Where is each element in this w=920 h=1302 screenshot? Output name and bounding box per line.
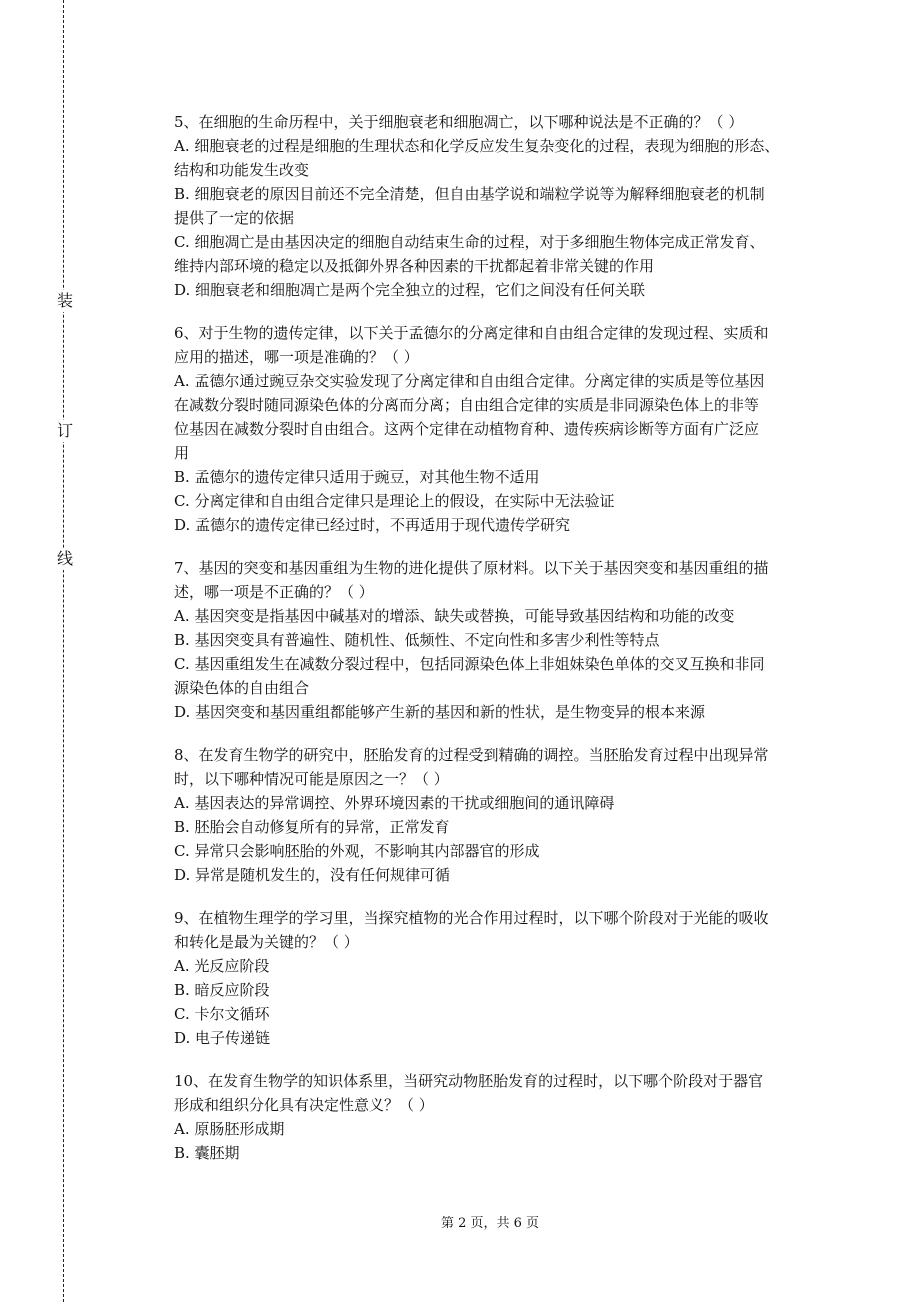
- option-line: 结构和功能发生改变: [174, 161, 310, 179]
- option-line: 位基因在减数分裂时自由组合。这两个定律在动植物育种、遗传疾病诊断等方面有广泛应: [174, 420, 760, 438]
- option-line: B. 孟德尔的遗传定律只适用于豌豆，对其他生物不适用: [174, 468, 540, 486]
- option-line: B. 细胞衰老的原因目前还不完全清楚，但自由基学说和端粒学说等为解释细胞衰老的机制: [174, 185, 765, 203]
- option-D: [174, 278, 824, 302]
- option-A: [174, 791, 824, 815]
- option-A: [174, 954, 824, 978]
- question-0: [174, 110, 824, 302]
- option-C: [174, 1002, 824, 1026]
- option-line: D. 孟德尔的遗传定律已经过时，不再适用于现代遗传学研究: [174, 516, 571, 534]
- option-line: A. 光反应阶段: [174, 957, 270, 975]
- option-line: C. 卡尔文循环: [174, 1005, 270, 1023]
- option-A: [174, 134, 824, 182]
- question-4: [174, 906, 824, 1050]
- page-footer: 第 2 页，共 6 页: [440, 1216, 540, 1231]
- option-C: [174, 230, 824, 278]
- binding-char-zhuang: 装: [56, 291, 73, 310]
- option-C: [174, 652, 824, 700]
- option-A: [174, 1117, 824, 1141]
- option-line: A. 基因突变是指基因中碱基对的增添、缺失或替换，可能导致基因结构和功能的改变: [174, 607, 735, 625]
- option-A: [174, 604, 824, 628]
- question-stem-line: 8、在发育生物学的研究中，胚胎发育的过程受到精确的调控。当胚胎发育过程中出现异常: [174, 746, 769, 764]
- option-line: 源染色体的自由组合: [174, 679, 310, 697]
- question-1: [174, 321, 824, 537]
- option-line: C. 分离定律和自由组合定律只是理论上的假设，在实际中无法验证: [174, 492, 615, 510]
- option-line: 维持内部环境的稳定以及抵御外界各种因素的干扰都起着非常关键的作用: [174, 257, 655, 275]
- option-line: A. 细胞衰老的过程是细胞的生理状态和化学反应发生复杂变化的过程，表现为细胞的形态、: [174, 137, 780, 155]
- option-B: [174, 182, 824, 230]
- option-D: [174, 863, 824, 887]
- option-C: [174, 489, 824, 513]
- option-D: [174, 700, 824, 724]
- option-line: D. 基因突变和基因重组都能够产生新的基因和新的性状，是生物变异的根本来源: [174, 703, 706, 721]
- binding-char-xian: 线: [56, 549, 73, 568]
- binding-char-ding: 订: [56, 421, 73, 440]
- question-stem-line: 7、基因的突变和基因重组为生物的进化提供了原材料。以下关于基因突变和基因重组的描: [174, 559, 769, 577]
- question-stem-line: 述，哪一项是不正确的？（ ）: [174, 583, 374, 601]
- option-A: [174, 369, 824, 465]
- question-stem-line: 9、在植物生理学的学习里，当探究植物的光合作用过程时，以下哪个阶段对于光能的吸收: [174, 909, 769, 927]
- option-line: D. 异常是随机发生的，没有任何规律可循: [174, 866, 451, 884]
- question-2: [174, 556, 824, 724]
- question-stem-line: 5、在细胞的生命历程中，关于细胞衰老和细胞凋亡，以下哪种说法是不正确的？（ ）: [174, 113, 744, 131]
- option-line: 在减数分裂时随同源染色体的分离而分离；自由组合定律的实质是非同源染色体上的非等: [174, 396, 760, 414]
- question-stem-line: 形成和组织分化具有决定性意义？（ ）: [174, 1096, 434, 1114]
- option-line: D. 电子传递链: [174, 1029, 271, 1047]
- question-stem-line: 应用的描述，哪一项是准确的？（ ）: [174, 348, 419, 366]
- binding-dashed-line: [63, 0, 64, 1302]
- option-line: B. 基因突变具有普遍性、随机性、低频性、不定向性和多害少利性等特点: [174, 631, 660, 649]
- option-line: 提供了一定的依据: [174, 209, 295, 227]
- option-line: A. 基因表达的异常调控、外界环境因素的干扰或细胞间的通讯障碍: [174, 794, 615, 812]
- option-line: D. 细胞衰老和细胞凋亡是两个完全独立的过程，它们之间没有任何关联: [174, 281, 646, 299]
- question-stem-line: 和转化是最为关键的？（ ）: [174, 933, 359, 951]
- option-B: [174, 815, 824, 839]
- option-B: [174, 465, 824, 489]
- option-line: B. 胚胎会自动修复所有的异常，正常发育: [174, 818, 450, 836]
- question-3: [174, 743, 824, 887]
- option-line: 用: [174, 444, 190, 462]
- option-C: [174, 839, 824, 863]
- option-line: C. 基因重组发生在减数分裂过程中，包括同源染色体上非姐妹染色单体的交叉互换和非同: [174, 655, 765, 673]
- option-line: B. 暗反应阶段: [174, 981, 270, 999]
- option-D: [174, 1026, 824, 1050]
- option-B: [174, 978, 824, 1002]
- question-stem-line: 时，以下哪种情况可能是原因之一？（ ）: [174, 770, 449, 788]
- option-line: C. 异常只会影响胚胎的外观，不影响其内部器官的形成: [174, 842, 540, 860]
- question-stem-line: 10、在发育生物学的知识体系里，当研究动物胚胎发育的过程时，以下哪个阶段对于器官: [174, 1072, 764, 1090]
- question-list: [174, 110, 824, 1184]
- option-line: A. 孟德尔通过豌豆杂交实验发现了分离定律和自由组合定律。分离定律的实质是等位基因: [174, 372, 765, 390]
- option-line: A. 原肠胚形成期: [174, 1120, 285, 1138]
- question-5: [174, 1069, 824, 1165]
- option-D: [174, 513, 824, 537]
- option-B: [174, 1141, 824, 1165]
- option-line: B. 囊胚期: [174, 1144, 240, 1162]
- option-B: [174, 628, 824, 652]
- question-stem-line: 6、对于生物的遗传定律，以下关于孟德尔的分离定律和自由组合定律的发现过程、实质和: [174, 324, 769, 342]
- option-line: C. 细胞凋亡是由基因决定的细胞自动结束生命的过程，对于多细胞生物体完成正常发育、: [174, 233, 765, 251]
